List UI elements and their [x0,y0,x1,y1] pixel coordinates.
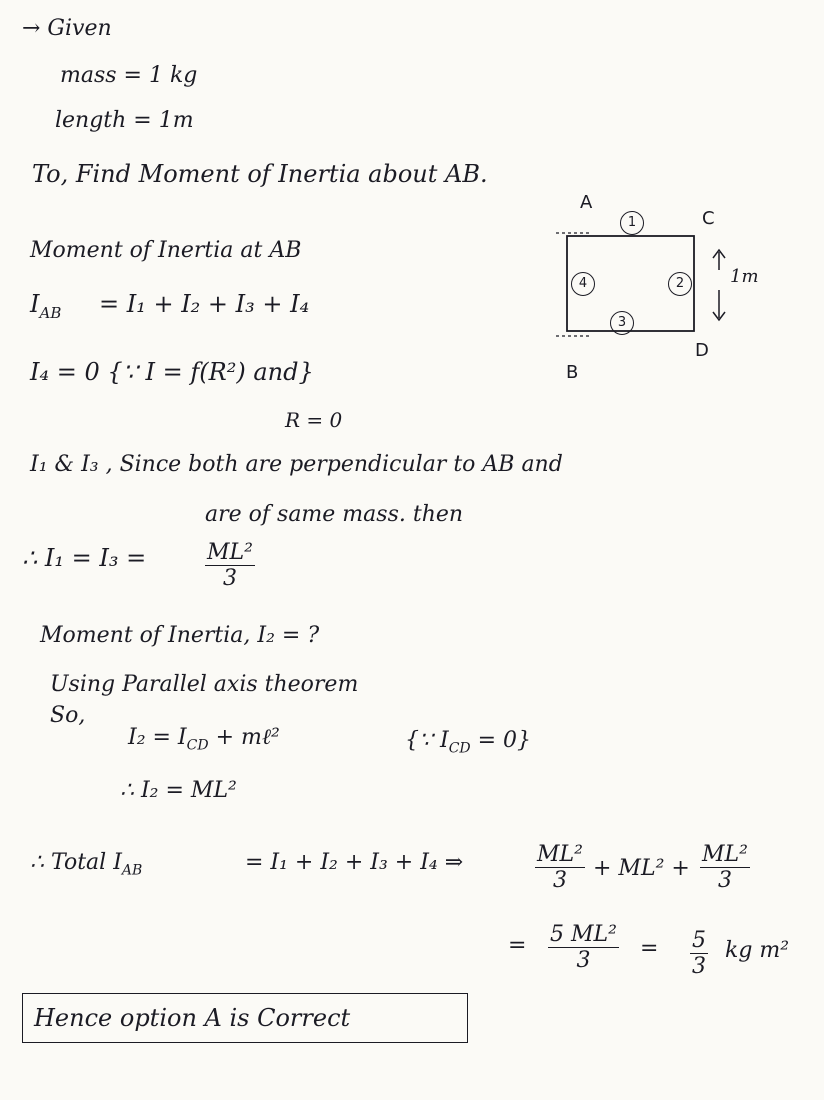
perpendicular-statement-line1: I₁ & I₃ , Since both are perpendicular to AB and [30,452,563,477]
equals-sign-2: = [640,936,659,961]
i2-result: ∴ I₂ = ML² [120,778,237,803]
i2-formula [128,727,280,752]
result-fraction-denominator: 3 [576,948,591,974]
result-fraction [548,922,619,974]
sum-equation [30,292,309,321]
rod-3-marker: 3 [610,311,634,335]
sum-lhs: I [30,290,40,318]
total-fraction-1 [535,842,585,894]
result-fraction-numerator: 5 ML² [550,922,617,947]
so-label: So, [50,703,86,728]
i1-fraction-denominator: 3 [222,566,237,592]
given-heading: → Given [22,16,112,41]
diagram-label-d: D [695,340,709,361]
total-label-main: ∴ Total I [30,850,122,875]
i1-fraction-numerator: ML² [207,540,253,565]
diagram-label-c: C [702,208,715,229]
total-sum: = I₁ + I₂ + I₃ + I₄ ⇒ [245,850,464,875]
total-fraction-2-numerator: ML² [702,842,748,867]
conclusion-text: Hence option A is Correct [34,1004,351,1032]
diagram-label-a: A [580,192,593,213]
given-length: length = 1m [55,108,194,133]
r-zero-line: R = 0 [285,408,343,432]
icd-note-tail: = 0} [477,728,532,753]
total-middle-terms: + ML² + [593,856,690,881]
rod-4-marker: 4 [571,272,595,296]
total-fraction-2 [700,842,750,894]
parallel-axis-theorem: Using Parallel axis theorem [50,672,359,697]
icd-zero-note [405,730,531,755]
diagram-side-length: 1m [730,266,759,287]
given-mass: mass = 1 kg [60,63,198,88]
total-label [30,852,142,877]
task-statement: To, Find Moment of Inertia about AB. [32,160,488,188]
sum-rhs: = I₁ + I₂ + I₃ + I₄ [98,290,310,318]
i2-heading: Moment of Inertia, I₂ = ? [40,623,320,648]
perpendicular-statement-line2: are of same mass. then [205,502,464,527]
equals-sign: = [508,933,527,958]
diagram-label-b: B [566,362,579,383]
rod-1-marker: 1 [620,211,644,235]
rod-2-marker: 2 [668,272,692,296]
result-unit: kg m² [725,938,790,963]
i2-formula-subscript: CD [186,737,209,754]
total-fraction-1-denominator: 3 [552,868,567,894]
icd-note-main: {∵ I [405,728,449,753]
total-fraction-2-denominator: 3 [717,868,732,894]
result-fraction-2 [690,928,708,980]
i2-formula-tail: + mℓ² [215,725,280,750]
result-fraction-2-numerator: 5 [692,928,706,953]
total-fraction-1-numerator: ML² [537,842,583,867]
total-label-subscript: AB [121,862,143,879]
i1-equals-i3: ∴ I₁ = I₃ = [22,544,147,572]
result-fraction-2-denominator: 3 [692,954,706,980]
i1-fraction [205,540,255,592]
sum-lhs-subscript: AB [39,303,62,322]
moi-heading: Moment of Inertia at AB [30,238,302,263]
i4-zero-line: I₄ = 0 {∵ I = f(R²) and} [30,358,314,386]
i2-formula-main: I₂ = I [128,725,187,750]
icd-note-subscript: CD [448,740,471,757]
